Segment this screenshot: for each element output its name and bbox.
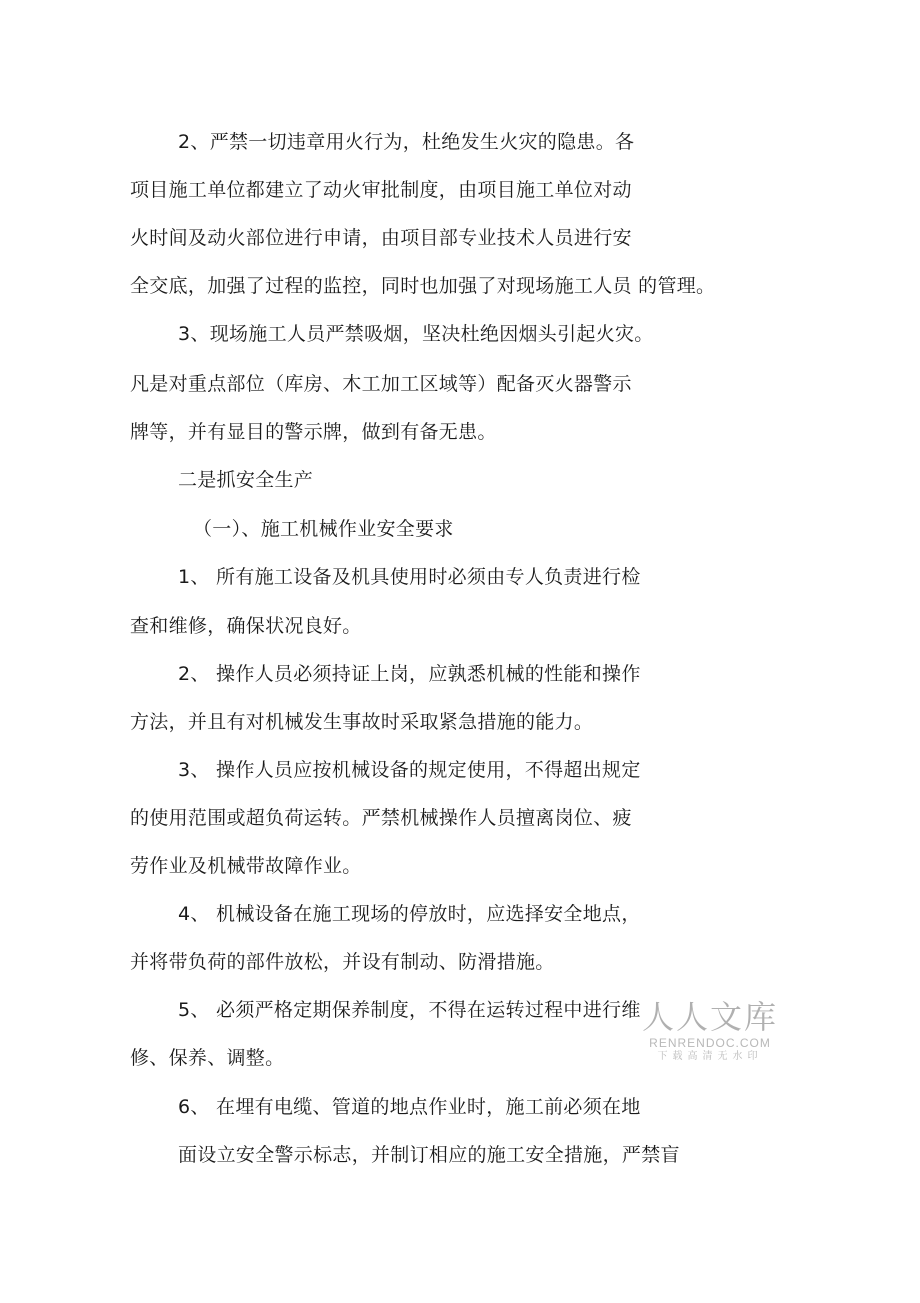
subsection-heading: （一）、施工机械作业安全要求	[193, 518, 454, 540]
text-line: 面设立安全警示标志，并制订相应的施工安全措施，严禁盲	[178, 1144, 680, 1166]
text-line: 全交底，加强了过程的监控，同时也加强了对现场施工人员 的管理。	[130, 275, 716, 297]
text-line: 2、 操作人员必须持证上岗，应孰悉机械的性能和操作	[178, 663, 641, 685]
text-line: 2、严禁一切违章用火行为，杜绝发生火灾的隐患。各	[178, 131, 635, 153]
watermark-slogan: 下载高清无水印	[657, 1051, 763, 1062]
text-line: 3、现场施工人员严禁吸烟，坚决杜绝因烟头引起火灾。	[178, 323, 654, 345]
text-line: 1、 所有施工设备及机具使用时必须由专人负责进行检	[178, 566, 641, 588]
text-line: 4、 机械设备在施工现场的停放时，应选择安全地点，	[178, 903, 641, 925]
text-line: 牌等，并有显目的警示牌，做到有备无患。	[130, 421, 497, 443]
text-line: 修、保养、调整。	[130, 1047, 285, 1069]
text-line: 的使用范围或超负荷运转。严禁机械操作人员擅离岗位、疲	[130, 807, 632, 829]
watermark-domain: RENRENDOC.COM	[649, 1036, 771, 1050]
watermark-title: 人人文库	[641, 998, 778, 1036]
text-line: 5、 必须严格定期保养制度，不得在运转过程中进行维	[178, 999, 641, 1021]
text-line: 凡是对重点部位（库房、木工加工区域等）配备灭火器警示	[130, 373, 632, 395]
section-heading: 二是抓安全生产	[178, 469, 314, 491]
watermark-logo	[640, 998, 780, 1064]
text-line: 6、 在埋有电缆、管道的地点作业时，施工前必须在地	[178, 1096, 641, 1118]
text-line: 查和维修，确保状况良好。	[130, 615, 362, 637]
text-line: 并将带负荷的部件放松，并设有制动、防滑措施。	[130, 951, 555, 973]
text-line: 火时间及动火部位进行申请，由项目部专业技术人员进行安	[130, 227, 632, 249]
text-line: 劳作业及机械带故障作业。	[130, 855, 362, 877]
text-line: 项目施工单位都建立了动火审批制度，由项目施工单位对动	[130, 179, 632, 201]
text-line: 3、 操作人员应按机械设备的规定使用，不得超出规定	[178, 759, 641, 781]
text-line: 方法，并且有对机械发生事故时采取紧急措施的能力。	[130, 711, 594, 733]
